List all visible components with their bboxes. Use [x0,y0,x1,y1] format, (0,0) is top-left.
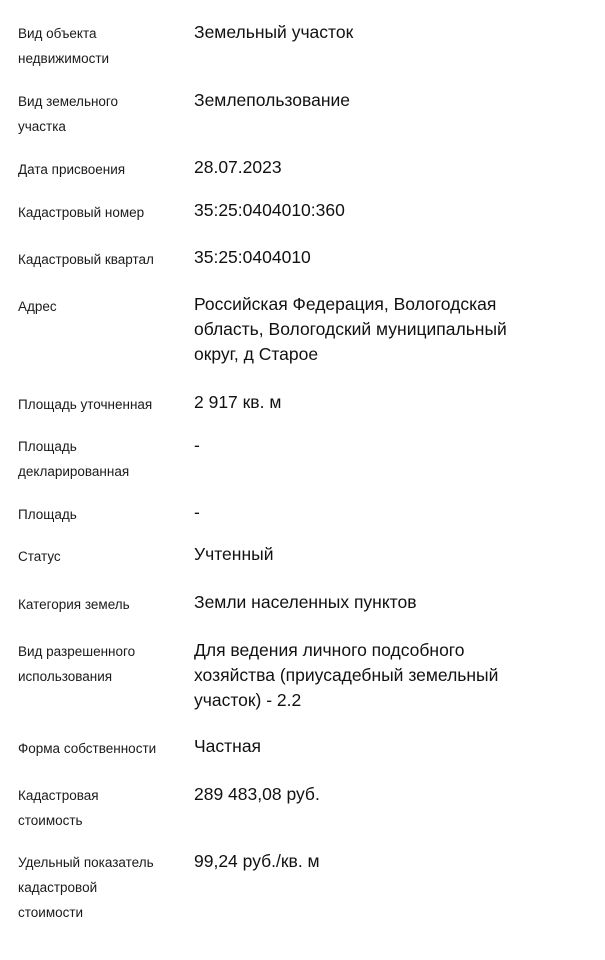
object-type-value: Земельный участок [194,22,354,42]
object-type-label: Вид объекта недвижимости [18,26,110,66]
area-value: - [194,502,200,522]
land-plot-type-value: Землепользование [194,90,350,110]
assignment-date-value: 28.07.2023 [194,157,282,177]
area-declared-label: Площадь декларированная [18,439,130,479]
address-value: Российская Федерация, Вологодская область, Вологодский муниципальный округ, д Старое [194,294,507,364]
cadastral-number-label: Кадастровый номер [18,205,145,220]
assignment-date-label: Дата присвоения [18,162,126,177]
ownership-form-label: Форма собственности [18,741,157,756]
land-category-value: Земли населенных пунктов [194,592,417,612]
area-specified-value: 2 917 кв. м [194,392,282,412]
area-declared-value: - [194,435,200,455]
cadastral-quarter-label: Кадастровый квартал [18,252,154,267]
land-plot-type-label: Вид земельного участка [18,94,119,134]
specific-cadastral-value-label: Удельный показатель кадастровой стоимости [18,855,154,920]
address-label: Адрес [18,299,57,314]
cadastral-number-value: 35:25:0404010:360 [194,200,345,220]
specific-cadastral-value-value: 99,24 руб./кв. м [194,851,320,871]
ownership-form-value: Частная [194,736,262,756]
cadastral-quarter-value: 35:25:0404010 [194,247,311,267]
area-label: Площадь [18,507,77,522]
status-label: Статус [18,549,61,564]
status-value: Учтенный [194,544,274,564]
area-specified-label: Площадь уточненная [18,397,153,412]
permitted-use-value: Для ведения личного подсобного хозяйства (приусадебный земельный участок) - 2.2 [194,640,499,710]
cadastral-value-value: 289 483,08 руб. [194,784,320,804]
permitted-use-label: Вид разрешенного использования [18,644,136,684]
cadastral-value-label: Кадастровая стоимость [18,788,99,828]
land-category-label: Категория земель [18,597,130,612]
